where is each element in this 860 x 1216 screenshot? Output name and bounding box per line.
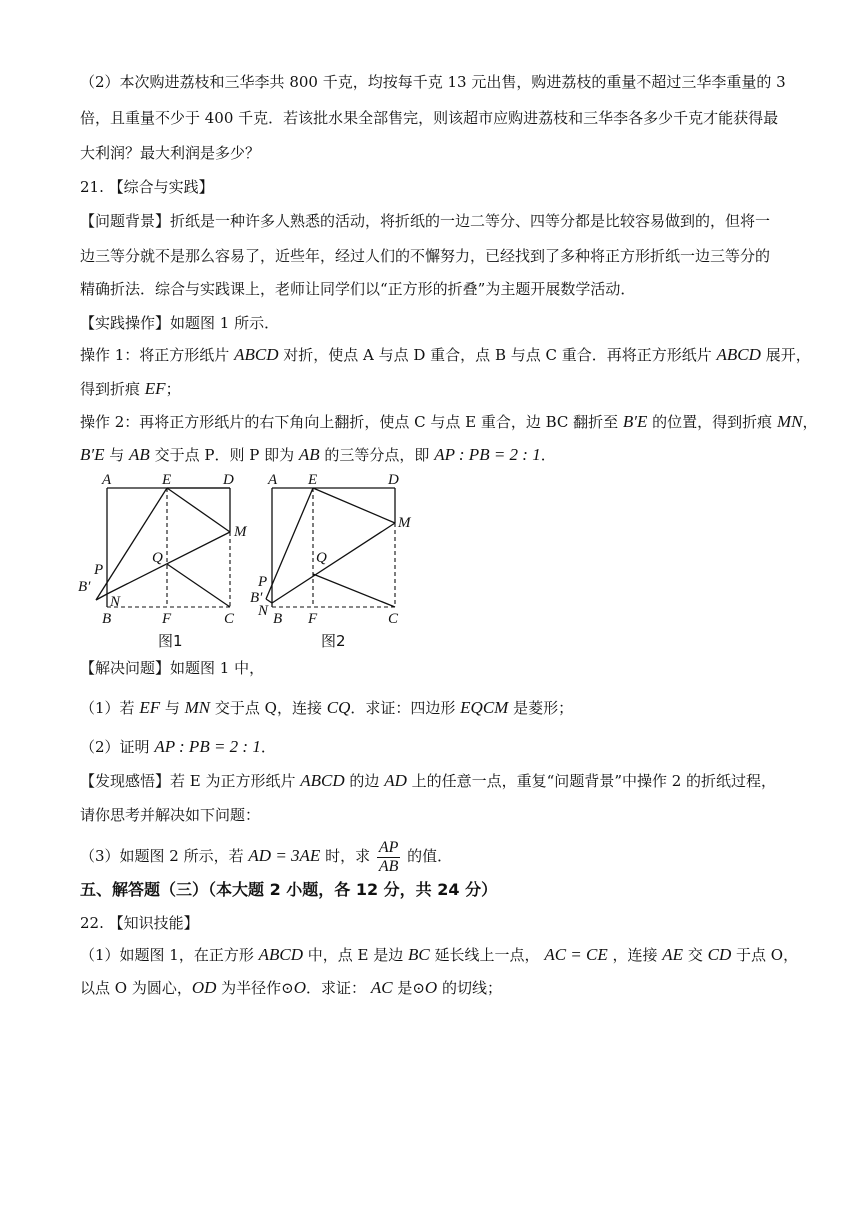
q20-part2-line2: 倍，且重量不少于 400 千克．若该批水果全部售完，则该超市应购进荔枝和三华李各多少千克才能获得最: [80, 109, 779, 127]
fig1-caption: 图1: [158, 632, 183, 650]
fig1-label-b-prime: B′: [78, 579, 91, 595]
fig1-label-b: B: [102, 611, 112, 627]
q21-operation1-line2: 得到折痕 EF；: [80, 379, 181, 398]
fig2-label-b-prime: B′: [250, 590, 263, 606]
q21-operation1-line1: 操作 1：将正方形纸片 ABCD 对折，使点 A 与点 D 重合，点 B 与点 C 重合．再将正方形纸片 ABCD 展开，: [80, 345, 811, 364]
fig1-label-f: F: [162, 611, 172, 627]
fig1-label-d: D: [223, 472, 234, 488]
figure-2: [250, 472, 412, 650]
fig1-label-p: P: [94, 562, 104, 578]
q21-discovery-line1: 【发现感悟】若 E 为正方形纸片 ABCD 的边 AD 上的任意一点，重复“问题背景”中操作 2 的折纸过程，: [80, 771, 777, 790]
fig1-label-n: N: [110, 594, 121, 610]
fig2-label-p: P: [258, 574, 268, 590]
q22-line2: 以点 O 为圆心，OD 为半径作⊙O．求证： AC 是⊙O 的切线；: [80, 978, 502, 997]
fig2-caption: 图2: [321, 632, 346, 650]
fig2-segment-eb-prime: [266, 488, 313, 599]
fig2-label-m: M: [398, 515, 411, 531]
q22-heading: 22. 【知识技能】: [80, 914, 199, 932]
q21-operation2-line1: 操作 2：再将正方形纸片的右下角向上翻折，使点 C 与点 E 重合，边 BC 翻折至 B′E 的位置，得到折痕 MN，: [80, 412, 818, 431]
q21-solve-heading: 【解决问题】如题图 1 中，: [80, 659, 265, 677]
fig2-label-f: F: [308, 611, 318, 627]
fig2-label-c: C: [388, 611, 399, 627]
fig1-label-q: Q: [152, 550, 163, 566]
q21-background-line2: 边三等分就不是那么容易了，近些年，经过人们的不懈努力，已经找到了多种将正方形折纸一边三等分的: [80, 247, 771, 265]
q20-part2-line1: （2）本次购进荔枝和三华李共 800 千克，均按每千克 13 元出售，购进荔枝的重量不超过三华李重量的 3: [80, 73, 786, 91]
fig2-label-d: D: [388, 472, 399, 488]
fig1-segment-em: [167, 488, 230, 532]
q21-subquestion-1: （1）若 EF 与 MN 交于点 Q，连接 CQ．求证：四边形 EQCM 是菱形；: [80, 698, 574, 717]
q22-line1: （1）如题图 1，在正方形 ABCD 中，点 E 是边 BC 延长线上一点， AC = CE ，连接 AE 交 CD 于点 O，: [80, 945, 799, 964]
fig2-label-a: A: [268, 472, 278, 488]
fig2-label-n: N: [258, 603, 269, 619]
fig2-segment-qc: [313, 574, 395, 607]
fig1-segment-qc: [167, 564, 230, 607]
fig2-label-b: B: [273, 611, 283, 627]
q21-background-line1: 【问题背景】折纸是一种许多人熟悉的活动，将折纸的一边二等分、四等分都是比较容易做到的，但将一: [80, 212, 771, 230]
q21-heading: 21. 【综合与实践】: [80, 178, 214, 196]
fig1-label-c: C: [224, 611, 235, 627]
q21-background-line3: 精确折法．综合与实践课上，老师让同学们以“正方形的折叠”为主题开展数学活动．: [80, 280, 636, 298]
fig2-segment-em: [313, 488, 395, 523]
q21-subquestion-3: （3）如题图 2 所示，若 AD = 3AE 时，求 $\frac{AP}{AB}$ 的值．: [80, 838, 453, 875]
q21-subquestion-2: （2）证明 AP : PB = 2 : 1．: [80, 737, 276, 756]
figure-1: [78, 472, 248, 650]
fig1-label-a: A: [102, 472, 112, 488]
folding-figures: [70, 470, 430, 655]
section5-heading: 五、解答题（三）（本大题 2 小题，各 12 分，共 24 分）: [80, 880, 498, 899]
fig1-segment-mn: [107, 532, 230, 594]
q21-operation2-line2: B′E 与 AB 交于点 P．则 P 即为 AB 的三等分点，即 AP : PB = 2 : 1．: [80, 445, 556, 464]
fig2-segment-mn: [272, 523, 395, 603]
fraction-ap-over-ab: $\frac{AP}{AB}$: [378, 838, 399, 875]
fig2-label-q: Q: [316, 550, 327, 566]
q21-discovery-line2: 请你思考并解决如下问题：: [80, 806, 261, 824]
fig1-label-e: E: [162, 472, 172, 488]
q20-part2-line3: 大利润？最大利润是多少？: [80, 144, 261, 162]
q21-practice-heading: 【实践操作】如题图 1 所示．: [80, 314, 280, 332]
fig2-label-e: E: [308, 472, 318, 488]
fig1-label-m: M: [234, 524, 247, 540]
